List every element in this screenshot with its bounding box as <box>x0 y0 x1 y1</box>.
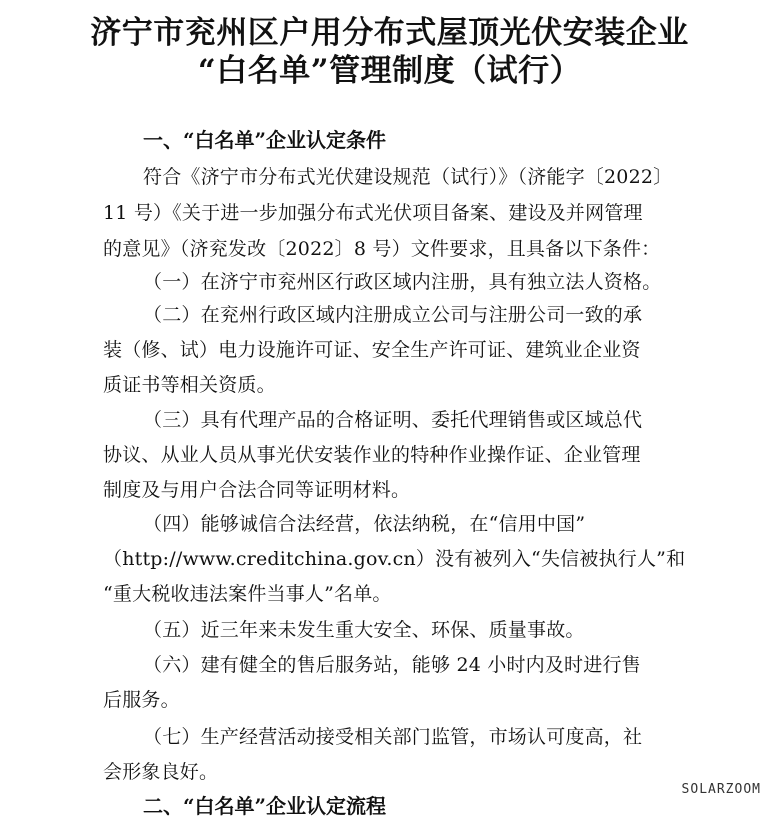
item-4-line-3: “重大税收违法案件当事人”名单。 <box>103 583 392 605</box>
watermark: SOLARZOOM <box>681 782 761 797</box>
section2-heading: 二、“白名单”企业认定流程 <box>143 794 387 818</box>
item-4-line-1: （四）能够诚信合法经营，依法纳税，在“信用中国” <box>143 513 586 535</box>
item-2-line-3: 质证书等相关资质。 <box>103 374 276 396</box>
item-3-line-2: 协议、从业人员从事光伏安装作业的特种作业操作证、企业管理 <box>103 444 641 466</box>
item-7-line-1: （七）生产经营活动接受相关部门监管，市场认可度高，社 <box>143 726 643 748</box>
document-title-line2: “白名单”管理制度（试行） <box>197 53 582 89</box>
intro-line-1: 符合《济宁市分布式光伏建设规范（试行）》（济能字〔2022〕 <box>143 166 673 188</box>
document-title-line1: 济宁市兖州区户用分布式屋顶光伏安装企业 <box>90 15 689 51</box>
item-5-line-1: （五）近三年来未发生重大安全、环保、质量事故。 <box>143 619 585 641</box>
intro-line-2: 11 号）《关于进一步加强分布式光伏项目备案、建设及并网管理 <box>103 202 643 224</box>
item-4-line-2: （http://www.creditchina.gov.cn）没有被列入“失信被执行人”和 <box>103 548 686 570</box>
item-2-line-2: 装（修、试）电力设施许可证、安全生产许可证、建筑业企业资 <box>103 339 641 361</box>
section1-heading: 一、“白名单”企业认定条件 <box>143 128 387 152</box>
item-1-line-1: （一）在济宁市兖州区行政区域内注册，具有独立法人资格。 <box>143 271 662 293</box>
intro-line-3: 的意见》（济兖发改〔2022〕8 号）文件要求，且具备以下条件： <box>103 238 661 260</box>
item-3-line-3: 制度及与用户合法合同等证明材料。 <box>103 479 411 501</box>
item-6-line-2: 后服务。 <box>103 689 180 711</box>
item-7-line-2: 会形象良好。 <box>103 761 219 783</box>
item-2-line-1: （二）在兖州行政区域内注册成立公司与注册公司一致的承 <box>143 304 643 326</box>
item-3-line-1: （三）具有代理产品的合格证明、委托代理销售或区域总代 <box>143 409 643 431</box>
item-6-line-1: （六）建有健全的售后服务站，能够 24 小时内及时进行售 <box>143 654 641 676</box>
